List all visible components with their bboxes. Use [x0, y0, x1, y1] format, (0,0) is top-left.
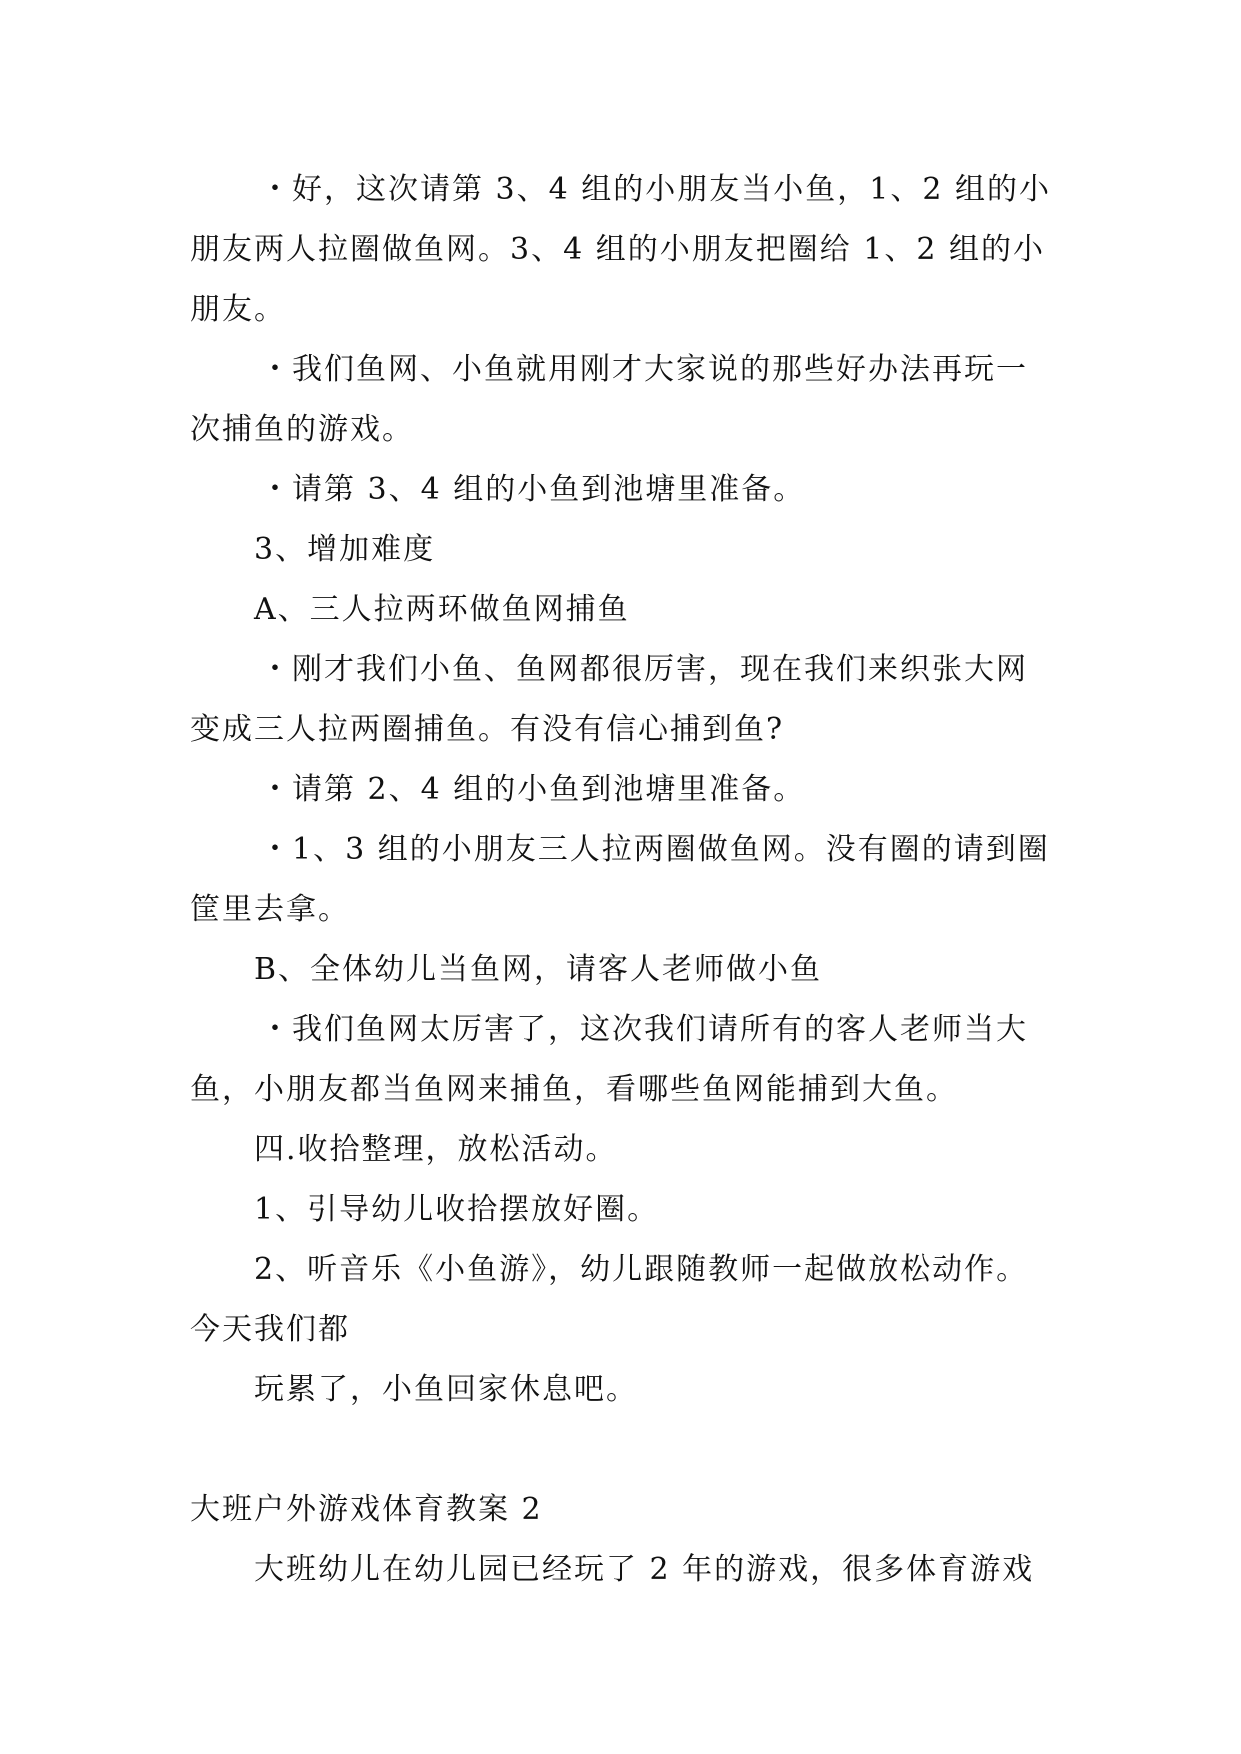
text-line: 玩累了，小鱼回家休息吧。 — [254, 1372, 638, 1407]
paragraph — [190, 1180, 1055, 1240]
text-line: ・请第 3、4 组的小鱼到池塘里准备。 — [260, 472, 806, 507]
paragraph — [190, 760, 1055, 820]
text-line: 变成三人拉两圈捕鱼。有没有信心捕到鱼? — [190, 712, 785, 747]
text-line: 四.收拾整理，放松活动。 — [254, 1132, 618, 1167]
text-line: A、三人拉两环做鱼网捕鱼 — [254, 592, 630, 627]
text-line: 1、引导幼儿收拾摆放好圈。 — [254, 1192, 660, 1227]
text-line: 今天我们都 — [190, 1312, 350, 1347]
text-line: 大班幼儿在幼儿园已经玩了 2 年的游戏，很多体育游戏 — [254, 1552, 1035, 1587]
paragraph — [190, 820, 1055, 940]
paragraph — [190, 160, 1055, 340]
paragraph — [190, 340, 1055, 460]
paragraph — [190, 1360, 1055, 1420]
paragraph — [190, 520, 1055, 580]
text-line: ・刚才我们小鱼、鱼网都很厉害，现在我们来织张大网 — [260, 652, 1028, 687]
text-line: 筐里去拿。 — [190, 892, 350, 927]
paragraph — [190, 580, 1055, 640]
text-line: B、全体幼儿当鱼网，请客人老师做小鱼 — [254, 952, 823, 987]
text-line: 2、听音乐《小鱼游》，幼儿跟随教师一起做放松动作。 — [254, 1252, 1029, 1287]
text-line: 3、增加难度 — [254, 532, 436, 567]
paragraph — [190, 460, 1055, 520]
section-title: 大班户外游戏体育教案 2 — [190, 1492, 543, 1527]
paragraph — [190, 940, 1055, 1000]
text-line: ・我们鱼网太厉害了，这次我们请所有的客人老师当大 — [260, 1012, 1028, 1047]
text-line: ・请第 2、4 组的小鱼到池塘里准备。 — [260, 772, 806, 807]
paragraph — [190, 1000, 1055, 1120]
text-line: 朋友。 — [190, 292, 286, 327]
paragraph — [190, 1240, 1055, 1360]
paragraph — [190, 1540, 1055, 1600]
text-line: ・好，这次请第 3、4 组的小朋友当小鱼，1、2 组的小 — [260, 172, 1051, 207]
paragraph — [190, 1120, 1055, 1180]
document-body — [190, 160, 1055, 1600]
text-line: ・我们鱼网、小鱼就用刚才大家说的那些好办法再玩一 — [260, 352, 1028, 387]
text-line: 次捕鱼的游戏。 — [190, 412, 414, 447]
text-line: ・1、3 组的小朋友三人拉两圈做鱼网。没有圈的请到圈 — [260, 832, 1050, 867]
paragraph — [190, 640, 1055, 760]
text-line: 朋友两人拉圈做鱼网。3、4 组的小朋友把圈给 1、2 组的小 — [190, 232, 1045, 267]
text-line: 鱼，小朋友都当鱼网来捕鱼，看哪些鱼网能捕到大鱼。 — [190, 1072, 958, 1107]
